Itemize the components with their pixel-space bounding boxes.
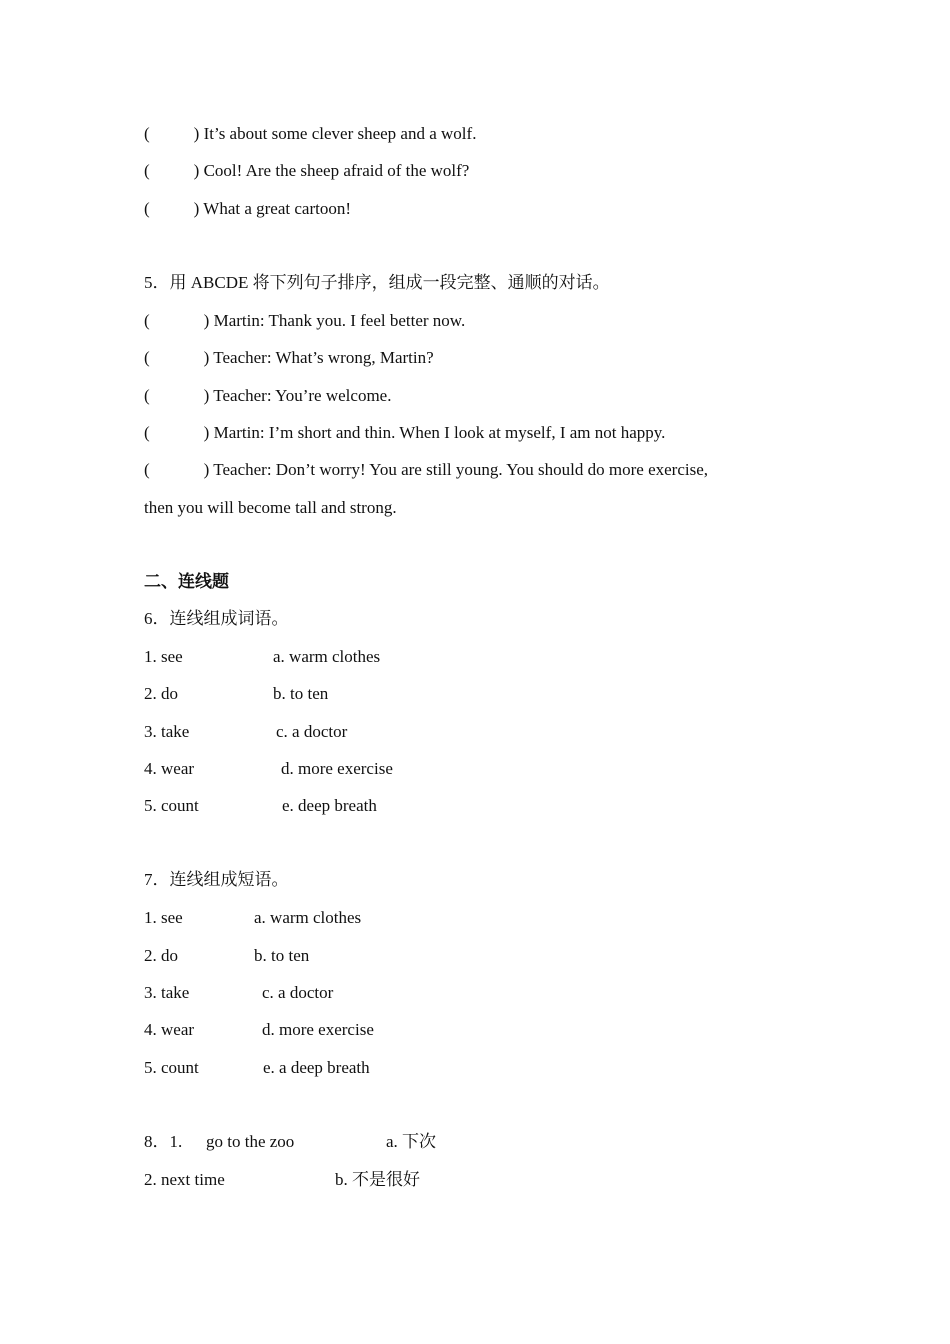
q6-right-item: c. a doctor bbox=[276, 722, 348, 741]
q5-item-text: ) Teacher: Don’t worry! You are still young. You should do more exercise, bbox=[203, 460, 709, 479]
q6-left-item: 5. count bbox=[144, 796, 199, 815]
q4-item-text: ) It’s about some clever sheep and a wolf. bbox=[193, 124, 477, 143]
q5-item-text: ) Teacher: What’s wrong, Martin? bbox=[203, 348, 434, 367]
q6-left-item: 1. see bbox=[144, 647, 183, 666]
q7-right-item: d. more exercise bbox=[262, 1020, 374, 1039]
q4-item-text: ) What a great cartoon! bbox=[193, 199, 351, 218]
q7-right-item: b. to ten bbox=[254, 946, 310, 965]
answer-blank-open[interactable]: ( bbox=[144, 311, 150, 330]
q5-item-4 bbox=[144, 423, 665, 443]
answer-blank-open[interactable]: ( bbox=[144, 423, 150, 442]
q5-item-3 bbox=[144, 386, 391, 406]
q7-title: 7．连线组成短语。 bbox=[144, 870, 289, 889]
q5-title: 5．用 ABCDE 将下列句子排序，组成一段完整、通顺的对话。 bbox=[144, 273, 610, 292]
answer-blank-open[interactable]: ( bbox=[144, 199, 150, 218]
q7-left-item: 1. see bbox=[144, 908, 183, 927]
answer-blank-open[interactable]: ( bbox=[144, 161, 150, 180]
q6-left-item: 3. take bbox=[144, 722, 190, 741]
q5-item-text: ) Martin: I’m short and thin. When I look at myself, I am not happy. bbox=[203, 423, 666, 442]
q4-item-text: ) Cool! Are the sheep afraid of the wolf? bbox=[193, 161, 470, 180]
q7-right-item: c. a doctor bbox=[262, 983, 334, 1002]
q8-number: 8．1. bbox=[144, 1132, 183, 1151]
q5-item-text: ) Teacher: You’re welcome. bbox=[203, 386, 392, 405]
q8-left-item: go to the zoo bbox=[206, 1132, 295, 1151]
q6-right-item: e. deep breath bbox=[282, 796, 377, 815]
q6-right-item: b. to ten bbox=[273, 684, 329, 703]
q5-item-5 bbox=[144, 460, 708, 480]
q6-right-item: a. warm clothes bbox=[273, 647, 381, 666]
q8-right-item: b. 不是很好 bbox=[335, 1170, 420, 1189]
q5-item-1 bbox=[144, 311, 465, 331]
q7-left-item: 5. count bbox=[144, 1058, 199, 1077]
q7-left-item: 2. do bbox=[144, 946, 178, 965]
answer-blank-open[interactable]: ( bbox=[144, 124, 150, 143]
q7-left-item: 3. take bbox=[144, 983, 190, 1002]
q5-item-2 bbox=[144, 348, 434, 368]
q8-right-item: a. 下次 bbox=[386, 1132, 437, 1151]
q5-item-text: ) Martin: Thank you. I feel better now. bbox=[203, 311, 466, 330]
q4-item-3 bbox=[144, 199, 351, 219]
answer-blank-open[interactable]: ( bbox=[144, 348, 150, 367]
q7-right-item: a. warm clothes bbox=[254, 908, 362, 927]
q4-item-1 bbox=[144, 124, 476, 144]
q7-left-item: 4. wear bbox=[144, 1020, 195, 1039]
answer-blank-open[interactable]: ( bbox=[144, 386, 150, 405]
q4-item-2 bbox=[144, 161, 469, 181]
section-heading: 二、连线题 bbox=[144, 572, 229, 591]
answer-blank-open[interactable]: ( bbox=[144, 460, 150, 479]
q6-title: 6．连线组成词语。 bbox=[144, 609, 289, 628]
q6-left-item: 4. wear bbox=[144, 759, 195, 778]
q6-right-item: d. more exercise bbox=[281, 759, 393, 778]
q6-left-item: 2. do bbox=[144, 684, 178, 703]
q8-left-item: 2. next time bbox=[144, 1170, 225, 1189]
q7-right-item: e. a deep breath bbox=[263, 1058, 370, 1077]
q5-item-5-continuation: then you will become tall and strong. bbox=[144, 498, 397, 517]
